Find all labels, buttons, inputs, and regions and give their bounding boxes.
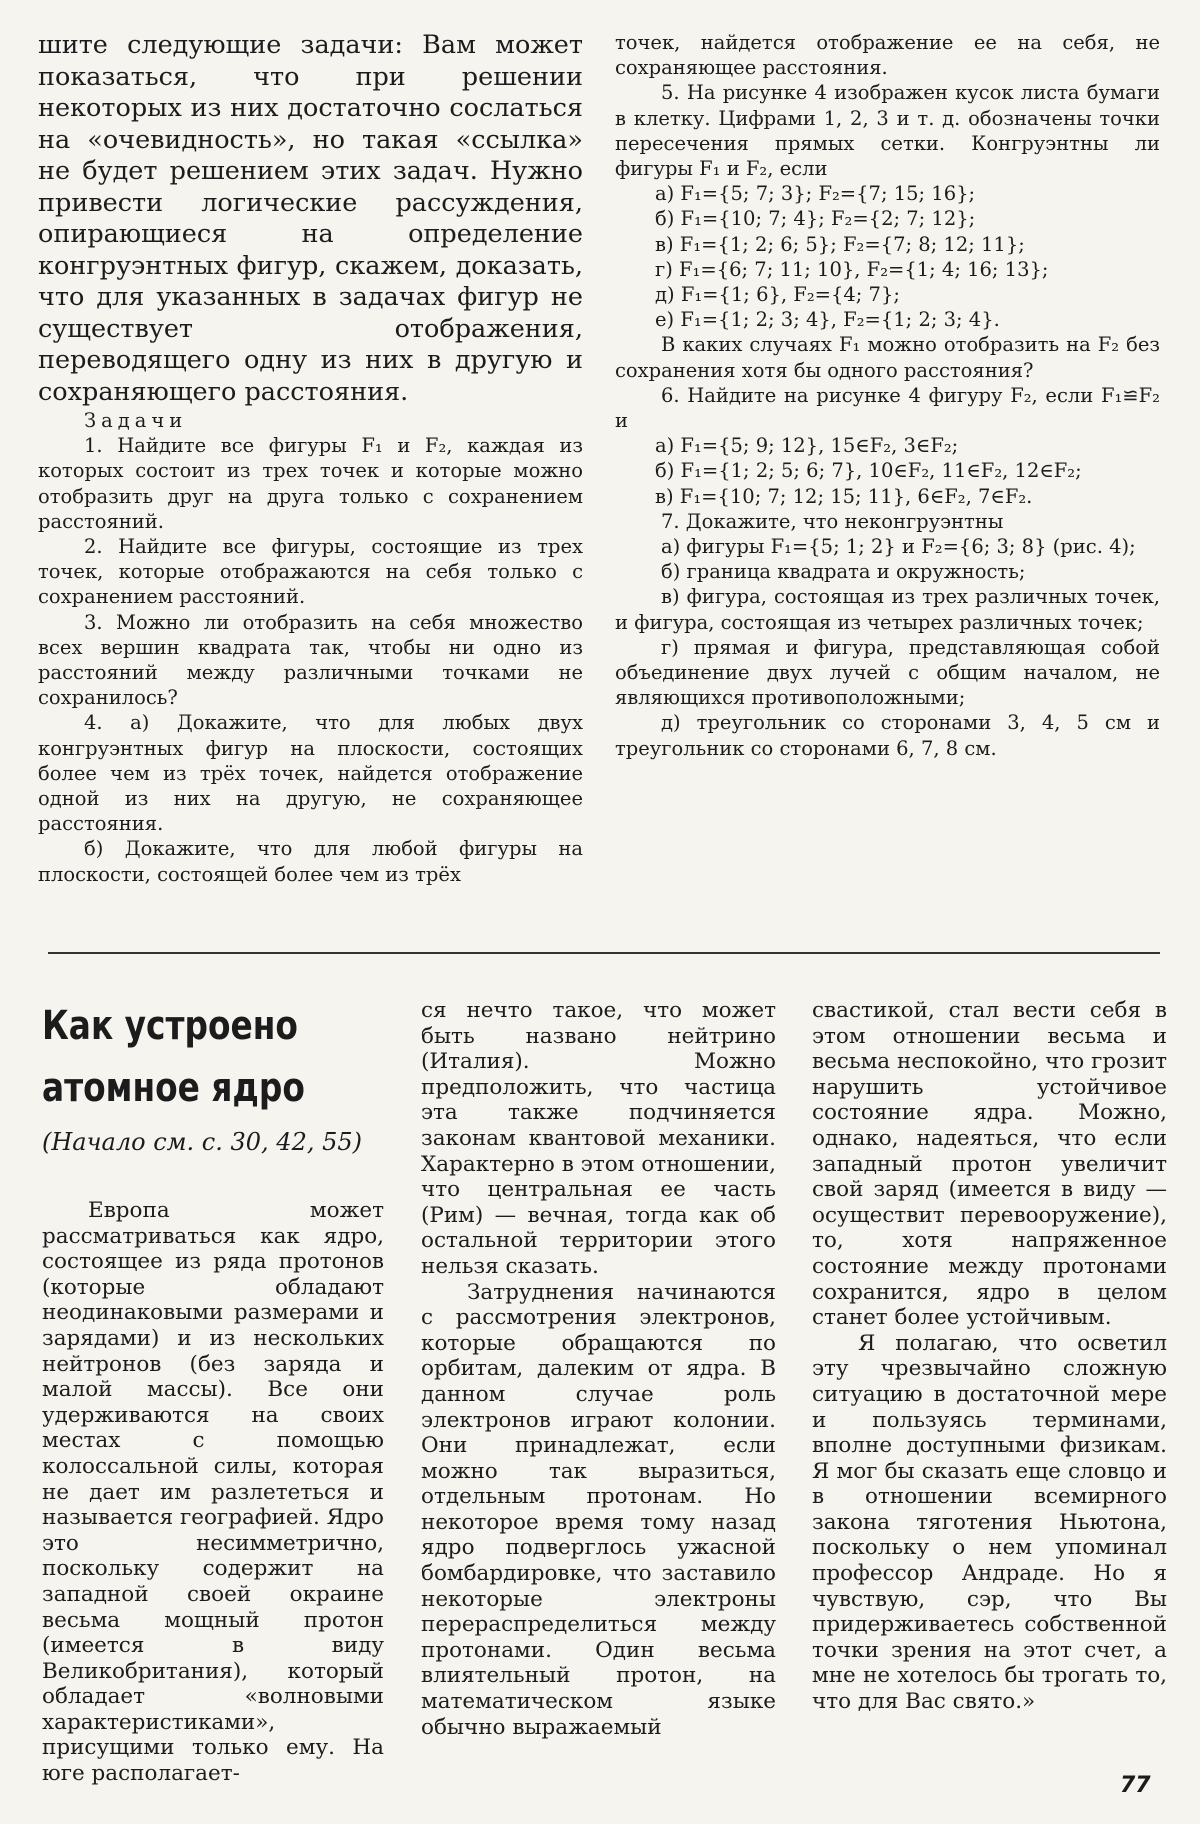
task-2: 2. Найдите все фигуры, состоящие из трех точек, которые отображаются на себя только с сохранением расстояний. [38,535,583,609]
task-7: 7. Докажите, что неконгруэнтны [661,509,1004,533]
top-right-column [615,30,1160,761]
task-5-item: в) F₁={1; 2; 6; 5}; F₂={7; 8; 12; 11}; [655,232,1025,256]
article-column-3 [812,998,1167,1715]
article-paragraph: Европа может рассматриваться как ядро, состоящее из ряда протонов (которые обладают неодинаковыми размерами и зарядами) и из нескольких нейтронов (без заряда и малой массы). Все они удерживаются на своих местах с помощью колоссальной силы, которая не дает им разлететься и называется географией. Ядро это несимметрично, поскольку содержит на западной своей окраине весьма мощный протон (имеется в виду Великобритания), который обладает «волновыми характеристиками», присущими только ему. На юге располагает- [42,1198,384,1787]
task-6-item: б) F₁={1; 2; 5; 6; 7}, 10∈F₂, 11∈F₂, 12∈F₂; [655,459,1082,483]
task-4a: 4. а) Докажите, что для любых двух конгруэнтных фигур на плоскости, состоящих более чем из трёх точек, найдется отображение одной из них на другую, не сохраняющее расстояния. [38,711,583,836]
task-7-item: д) треугольник со сторонами 3, 4, 5 см и треугольник со сторонами 6, 7, 8 см. [615,711,1160,760]
top-left-column [38,30,583,887]
article-title: Как устроено атомное ядро [42,1003,305,1111]
article-subtitle: (Начало см. с. 30, 42, 55) [42,1128,362,1156]
task-5-item: е) F₁={1; 2; 3; 4}, F₂={1; 2; 3; 4}. [655,308,1000,332]
task-5-item: б) F₁={10; 7; 4}; F₂={2; 7; 12}; [655,207,976,231]
article-paragraph: Затруднения начинаются с рассмотрения электронов, которые обращаются по орбитам, далеким от ядра. В данном случае роль электронов играют колонии. Они принадлежат, если можно так выразиться, отдельным протонам. Но некоторое время тому назад ядро подверглось ужасной бомбардировке, что заставило некоторые электроны перераспределиться между протонами. Один весьма влиятельный протон, на математическом языке обычно выражаемый [421,1279,776,1740]
task-4b: б) Докажите, что для любой фигуры на плоскости, состоящей более чем из трёх [38,837,583,886]
task-7-item: б) граница квадрата и окружность; [661,560,1026,584]
task-6-item: в) F₁={10; 7; 12; 15; 11}, 6∈F₂, 7∈F₂. [655,484,1033,508]
tasks-heading: Задачи [84,409,188,432]
section-divider [48,952,1160,954]
task-7-item: г) прямая и фигура, представляющая собой объединение двух лучей с общим началом, не являющихся противоположными; [615,635,1160,710]
intro-paragraph: шите следующие задачи: Вам может показаться, что при решении некоторых из них достаточно сослаться на «очевидность», но такая «ссылка» не будет решением этих задач. Нужно привести логические рассуждения, опирающиеся на определение конгруэнтных фигур, скажем, доказать, что для указанных в задачах фигур не существует отображения, переводящего одну из них в другую и сохраняющего расстояния. [38,30,583,407]
article-paragraph: свастикой, стал вести себя в этом отношении весьма и весьма неспокойно, что грозит нарушить устойчивое состояние ядра. Можно, однако, надеяться, что если западный протон увеличит свой заряд (имеется в виду — осуществит перевооружение), то, хотя напряженное состояние между протонами сохранится, ядро в целом станет более устойчивым. [812,998,1167,1331]
task-5-question: В каких случаях F₁ можно отобразить на F₂ без сохранения хотя бы одного расстояния? [615,333,1160,382]
article-column-1 [42,1198,384,1787]
task-5-item: г) F₁={6; 7; 11; 10}, F₂={1; 4; 16; 13}; [655,257,1049,281]
task-5: 5. На рисунке 4 изображен кусок листа бумаги в клетку. Цифрами 1, 2, 3 и т. д. обозначены точки пересечения прямых сетки. Конгруэнтны ли фигуры F₁ и F₂, если [615,81,1160,181]
task-1: 1. Найдите все фигуры F₁ и F₂, каждая из которых состоит из трех точек и которые можно отобразить друг на друга только с сохранением расстояний. [38,434,583,533]
article-paragraph: Я полагаю, что осветил эту чрезвычайно сложную ситуацию в достаточной мере и пользуясь терминами, вполне доступными физикам. Я мог бы сказать еще словцо и в отношении всемирного закона тяготения Ньютона, поскольку о нем упоминал профессор Андраде. Но я чувствую, сэр, что Вы придерживаетесь собственной точки зрения на этот счет, а мне не хотелось бы трогать то, что для Вас свято.» [812,1330,1167,1715]
task-4b-continuation: точек, найдется отображение ее на себя, не сохраняющее расстояния. [615,31,1160,80]
article-paragraph: ся нечто такое, что может быть названо нейтрино (Италия). Можно предположить, что частица эта также подчиняется законам квантовой механики. Характерно в этом отношении, что центральная ее часть (Рим) — вечная, тогда как об остальной территории этого нельзя сказать. [421,998,776,1279]
task-3: 3. Можно ли отобразить на себя множество всех вершин квадрата так, чтобы ни одно из расстояний между различными точками не сохранилось? [38,610,583,710]
task-5-item: д) F₁={1; 6}, F₂={4; 7}; [655,283,900,307]
task-6-item: а) F₁={5; 9; 12}, 15∈F₂, 3∈F₂; [655,434,959,458]
task-6: 6. Найдите на рисунке 4 фигуру F₂, если F₁≌F₂ и [615,383,1160,433]
page-number: 77 [1120,1773,1151,1798]
task-7-item: а) фигуры F₁={5; 1; 2} и F₂={6; 3; 8} (рис. 4); [661,535,1136,559]
task-7-item: в) фигура, состоящая из трех различных точек, и фигура, состоящая из четырех различных точек; [615,585,1160,634]
task-5-item: а) F₁={5; 7; 3}; F₂={7; 15; 16}; [655,182,976,206]
article-column-2 [421,998,776,1740]
